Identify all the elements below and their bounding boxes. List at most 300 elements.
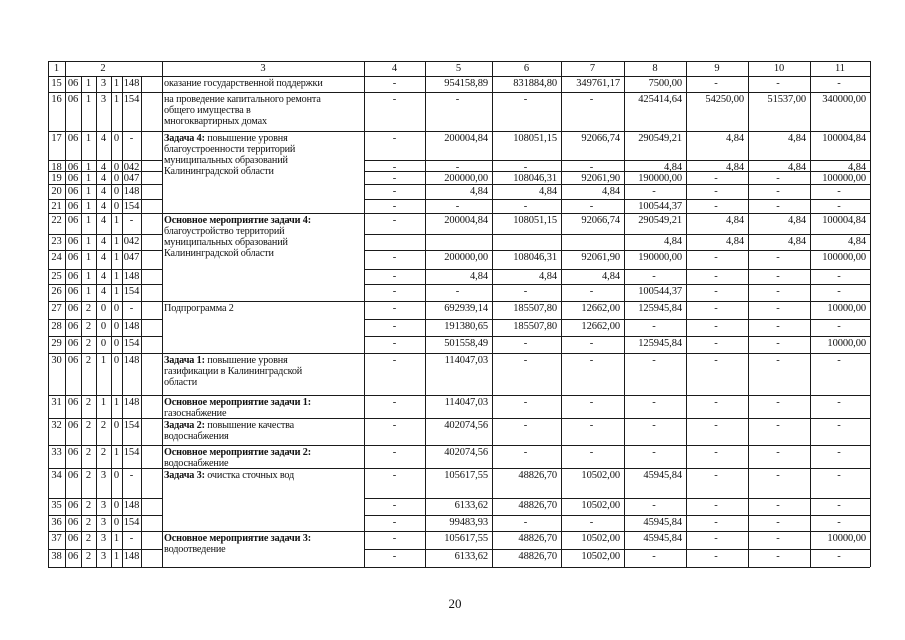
row-number: 31 <box>51 397 62 408</box>
code-cell: 3 <box>100 94 107 105</box>
value-cell-8: 4,84 <box>664 162 682 173</box>
row-border <box>48 395 870 396</box>
value-cell-4: - <box>392 78 397 89</box>
code-cell: 1 <box>85 173 92 184</box>
code-cell: 06 <box>67 78 79 89</box>
description-line <box>164 133 288 144</box>
row-number: 37 <box>51 533 62 544</box>
row-number: 21 <box>51 201 62 212</box>
code-cell: 0 <box>113 355 120 366</box>
code-cell: 4 <box>100 236 107 247</box>
code-cell: 06 <box>67 397 79 408</box>
value-cell-11: - <box>837 517 841 528</box>
description-bold-label: Основное мероприятие задачи 2: <box>164 447 311 458</box>
row-number: 38 <box>51 551 62 562</box>
value-cell-9: - <box>714 533 718 544</box>
code-cell: 1 <box>85 186 92 197</box>
description-line: газификации в Калининградской <box>164 366 303 377</box>
code-cell: 0 <box>113 173 120 184</box>
value-cell-4: - <box>392 162 397 173</box>
row-number: 16 <box>51 94 62 105</box>
value-cell-10: - <box>776 447 780 458</box>
code-cell: 3 <box>100 470 107 481</box>
value-cell-8: - <box>652 355 656 366</box>
description-line: Подпрограмма 2 <box>164 303 234 314</box>
value-cell-11: - <box>837 500 841 511</box>
value-cell-8: - <box>652 186 656 197</box>
code-cell: 06 <box>67 470 79 481</box>
row-border <box>364 319 870 320</box>
value-cell-9: - <box>714 303 718 314</box>
row-border <box>364 250 870 251</box>
value-cell-4: - <box>392 533 397 544</box>
value-cell-5: 99483,93 <box>449 517 488 528</box>
column-border <box>624 61 625 567</box>
page-number: 20 <box>448 596 462 611</box>
value-cell-8: - <box>652 321 656 332</box>
code-cell: - <box>129 133 134 144</box>
column-border <box>870 61 871 567</box>
value-cell-8: 125945,84 <box>638 303 682 314</box>
row-number: 27 <box>51 303 62 314</box>
value-cell-6: 108051,15 <box>513 215 557 226</box>
code-cell: 3 <box>100 551 107 562</box>
value-cell-5: 200004,84 <box>444 215 488 226</box>
value-cell-4: - <box>392 355 397 366</box>
value-cell-4: - <box>392 500 397 511</box>
value-cell-8: - <box>652 420 656 431</box>
header-cell: 4 <box>391 63 398 74</box>
description-line <box>164 447 311 458</box>
value-cell-4: - <box>392 321 397 332</box>
code-cell: 2 <box>85 447 92 458</box>
value-cell-6: - <box>523 447 528 458</box>
row-border <box>364 234 870 235</box>
code-cell: 2 <box>85 517 92 528</box>
code-cell: 154 <box>123 94 140 105</box>
code-cell: 06 <box>67 551 79 562</box>
value-cell-5: 6133,62 <box>454 500 488 511</box>
value-cell-10: - <box>776 517 780 528</box>
header-cell: 5 <box>455 63 462 74</box>
header-cell: 6 <box>523 63 530 74</box>
value-cell-11: - <box>837 286 841 297</box>
value-cell-10: - <box>776 551 780 562</box>
header-cell: 7 <box>589 63 596 74</box>
code-cell: 148 <box>123 321 140 332</box>
value-cell-8: - <box>652 551 656 562</box>
code-cell: 4 <box>100 215 107 226</box>
code-cell: 06 <box>67 215 79 226</box>
value-cell-5: 6133,62 <box>454 551 488 562</box>
code-cell: 154 <box>123 286 140 297</box>
value-cell-5: - <box>455 94 460 105</box>
value-cell-6: - <box>523 355 528 366</box>
value-cell-5: 191380,65 <box>444 321 488 332</box>
value-cell-6: 108046,31 <box>513 173 557 184</box>
code-cell: 154 <box>123 201 140 212</box>
value-cell-8: - <box>652 271 656 282</box>
code-cell: 1 <box>100 397 107 408</box>
value-cell-9: - <box>714 517 718 528</box>
description-line: на проведение капитального ремонта <box>164 94 321 105</box>
value-cell-10: - <box>776 338 780 349</box>
code-cell: 3 <box>100 78 107 89</box>
code-cell: 4 <box>100 286 107 297</box>
value-cell-4: - <box>392 447 397 458</box>
value-cell-10: - <box>776 201 780 212</box>
value-cell-6: 185507,80 <box>513 321 557 332</box>
value-cell-5: 200000,00 <box>444 173 488 184</box>
code-cell: 042 <box>123 162 140 173</box>
code-cell: 4 <box>100 173 107 184</box>
value-cell-8: 190000,00 <box>638 173 682 184</box>
code-cell: 042 <box>123 236 140 247</box>
column-border <box>492 61 493 567</box>
value-cell-8: 125945,84 <box>638 338 682 349</box>
value-cell-11: 10000,00 <box>827 303 866 314</box>
value-cell-11: - <box>837 470 841 481</box>
value-cell-8: 425414,64 <box>638 94 682 105</box>
value-cell-6: 831884,80 <box>513 78 557 89</box>
value-cell-5: - <box>455 201 460 212</box>
code-cell: 154 <box>123 338 140 349</box>
code-cell: 2 <box>85 500 92 511</box>
value-cell-5: 200004,84 <box>444 133 488 144</box>
value-cell-9: 4,84 <box>726 162 744 173</box>
code-cell: 148 <box>123 78 140 89</box>
value-cell-6: - <box>523 517 528 528</box>
value-cell-4: - <box>392 303 397 314</box>
description-bold-label: Задача 3: <box>164 470 205 481</box>
description-line <box>164 533 311 544</box>
value-cell-5: 105617,55 <box>444 470 488 481</box>
description-text: повышение уровня <box>204 355 288 366</box>
value-cell-8: 45945,84 <box>643 470 682 481</box>
code-cell: 154 <box>123 517 140 528</box>
value-cell-8: 290549,21 <box>638 215 682 226</box>
value-cell-11: 10000,00 <box>827 338 866 349</box>
code-cell: 2 <box>85 551 92 562</box>
code-cell: 06 <box>67 286 79 297</box>
column-border <box>425 61 426 567</box>
value-cell-10: - <box>776 186 780 197</box>
row-number: 29 <box>51 338 62 349</box>
row-number: 33 <box>51 447 62 458</box>
code-cell: 06 <box>67 162 79 173</box>
value-cell-4: - <box>392 133 397 144</box>
code-cell: 047 <box>123 252 140 263</box>
row-number: 20 <box>51 186 62 197</box>
code-cell: 06 <box>67 236 79 247</box>
code-cell: - <box>129 215 134 226</box>
code-cell: 1 <box>113 236 120 247</box>
code-cell: 0 <box>113 133 120 144</box>
code-cell: 1 <box>113 94 120 105</box>
value-cell-5: 114047,03 <box>444 397 488 408</box>
row-border <box>48 445 870 446</box>
value-cell-11: - <box>837 321 841 332</box>
value-cell-4: - <box>392 397 397 408</box>
row-number: 34 <box>51 470 62 481</box>
value-cell-10: 4,84 <box>788 236 806 247</box>
code-cell: 1 <box>85 133 92 144</box>
row-number: 35 <box>51 500 62 511</box>
value-cell-8: 190000,00 <box>638 252 682 263</box>
value-cell-5: 402074,56 <box>444 420 488 431</box>
value-cell-9: - <box>714 447 718 458</box>
value-cell-7: 349761,17 <box>576 78 620 89</box>
value-cell-8: 100544,37 <box>638 286 682 297</box>
header-merge-mask <box>140 62 143 76</box>
description-line: области <box>164 377 198 388</box>
value-cell-7: 10502,00 <box>581 533 620 544</box>
value-cell-6: 108046,31 <box>513 252 557 263</box>
row-border <box>364 199 870 200</box>
description-line: муниципальных образований <box>164 237 288 248</box>
value-cell-6: 48826,70 <box>518 470 557 481</box>
code-cell: 0 <box>113 420 120 431</box>
value-cell-7: - <box>589 201 594 212</box>
code-cell: 1 <box>113 252 120 263</box>
value-cell-6: 48826,70 <box>518 500 557 511</box>
code-cell: 2 <box>85 355 92 366</box>
code-cell: 2 <box>85 533 92 544</box>
value-cell-9: - <box>714 78 718 89</box>
code-cell: 148 <box>123 271 140 282</box>
value-cell-11: - <box>837 420 841 431</box>
column-border <box>810 61 811 567</box>
value-cell-7: 92061,90 <box>581 252 620 263</box>
value-cell-6: - <box>523 201 528 212</box>
description-line: водоснабжения <box>164 431 229 442</box>
code-cell: 047 <box>123 173 140 184</box>
value-cell-5: 402074,56 <box>444 447 488 458</box>
value-cell-10: - <box>776 286 780 297</box>
code-cell: 06 <box>67 94 79 105</box>
value-cell-7: - <box>589 338 594 349</box>
row-border <box>364 498 870 499</box>
value-cell-7: 4,84 <box>602 186 620 197</box>
code-cell: 1 <box>113 271 120 282</box>
code-cell: 1 <box>113 286 120 297</box>
value-cell-6: 108051,15 <box>513 133 557 144</box>
description-line <box>164 355 288 366</box>
code-cell: 1 <box>85 201 92 212</box>
row-border <box>364 336 870 337</box>
value-cell-7: - <box>589 355 594 366</box>
code-cell: 06 <box>67 500 79 511</box>
value-cell-11: - <box>837 551 841 562</box>
description-bold-label: Задача 4: <box>164 133 205 144</box>
value-cell-5: - <box>455 162 460 173</box>
value-cell-11: - <box>837 201 841 212</box>
row-border <box>364 284 870 285</box>
description-line: водоснабжение <box>164 458 229 469</box>
value-cell-9: - <box>714 173 718 184</box>
description-bold-label: Задача 1: <box>164 355 205 366</box>
code-cell: 06 <box>67 173 79 184</box>
description-line: газоснабжение <box>164 408 227 419</box>
code-cell: 06 <box>67 338 79 349</box>
column-border <box>561 61 562 567</box>
value-cell-6: 4,84 <box>539 271 557 282</box>
value-cell-9: - <box>714 500 718 511</box>
value-cell-4: - <box>392 551 397 562</box>
code-cell: 1 <box>85 78 92 89</box>
code-cell: 4 <box>100 201 107 212</box>
code-cell: 4 <box>100 271 107 282</box>
description-bold-label: Основное мероприятие задачи 3: <box>164 533 311 544</box>
code-cell: 148 <box>123 186 140 197</box>
value-cell-4: - <box>392 252 397 263</box>
value-cell-11: - <box>837 271 841 282</box>
code-cell: 0 <box>113 470 120 481</box>
header-cell: 1 <box>53 63 60 74</box>
code-cell: 1 <box>85 271 92 282</box>
code-cell: 0 <box>113 303 120 314</box>
header-cell: 2 <box>100 63 106 74</box>
value-cell-9: - <box>714 355 718 366</box>
value-cell-7: - <box>589 397 594 408</box>
code-cell: 3 <box>100 533 107 544</box>
value-cell-6: - <box>523 94 528 105</box>
value-cell-7: 12662,00 <box>581 321 620 332</box>
code-cell: 3 <box>100 517 107 528</box>
value-cell-5: 4,84 <box>470 186 488 197</box>
row-number: 23 <box>51 236 62 247</box>
value-cell-10: - <box>776 271 780 282</box>
value-cell-6: - <box>523 286 528 297</box>
description-line: благоустройство территорий <box>164 226 285 237</box>
value-cell-8: - <box>652 447 656 458</box>
value-cell-7: 4,84 <box>602 271 620 282</box>
column-border <box>686 61 687 567</box>
column-border <box>162 61 163 567</box>
header-cell: 11 <box>835 63 845 74</box>
value-cell-10: - <box>776 78 780 89</box>
description-text: повышение уровня <box>204 133 288 144</box>
value-cell-4: - <box>392 420 397 431</box>
code-cell: 06 <box>67 321 79 332</box>
value-cell-10: 4,84 <box>788 215 806 226</box>
value-cell-11: - <box>837 186 841 197</box>
value-cell-11: 100004,84 <box>822 133 866 144</box>
code-cell: - <box>129 533 134 544</box>
code-cell: 1 <box>85 215 92 226</box>
code-cell: 0 <box>113 500 120 511</box>
description-line <box>164 397 311 408</box>
code-cell: 2 <box>85 321 92 332</box>
value-cell-11: 100000,00 <box>822 173 866 184</box>
value-cell-7: 12662,00 <box>581 303 620 314</box>
code-cell: 06 <box>67 447 79 458</box>
code-cell: 0 <box>100 321 107 332</box>
code-cell: 1 <box>113 78 120 89</box>
value-cell-11: 10000,00 <box>827 533 866 544</box>
header-cell: 3 <box>260 63 266 74</box>
value-cell-4: - <box>392 517 397 528</box>
code-cell: 0 <box>113 162 120 173</box>
code-cell: 1 <box>85 286 92 297</box>
value-cell-6: 48826,70 <box>518 533 557 544</box>
column-border <box>748 61 749 567</box>
value-cell-6: 185507,80 <box>513 303 557 314</box>
row-number: 36 <box>51 517 62 528</box>
value-cell-11: 100000,00 <box>822 252 866 263</box>
value-cell-9: 4,84 <box>726 133 744 144</box>
value-cell-8: 45945,84 <box>643 533 682 544</box>
description-line <box>164 470 294 481</box>
value-cell-10: - <box>776 252 780 263</box>
code-cell: 148 <box>123 397 140 408</box>
value-cell-4: - <box>392 286 397 297</box>
value-cell-6: 48826,70 <box>518 551 557 562</box>
code-cell: 3 <box>100 500 107 511</box>
code-cell: 06 <box>67 252 79 263</box>
description-line: оказание государственной поддержки <box>164 78 323 89</box>
column-border <box>141 61 142 567</box>
description-line: многоквартирных домах <box>164 116 267 127</box>
value-cell-9: - <box>714 420 718 431</box>
value-cell-4: - <box>392 338 397 349</box>
code-cell: 06 <box>67 533 79 544</box>
row-number: 15 <box>51 78 62 89</box>
code-cell: - <box>129 303 134 314</box>
value-cell-5: 105617,55 <box>444 533 488 544</box>
value-cell-4: - <box>392 173 397 184</box>
value-cell-9: - <box>714 201 718 212</box>
table-top-border <box>48 61 870 62</box>
value-cell-7: 92066,74 <box>581 133 620 144</box>
description-line: благоустроенности территорий <box>164 144 296 155</box>
code-cell: 1 <box>113 447 120 458</box>
code-cell: 148 <box>123 355 140 366</box>
code-cell: 4 <box>100 162 107 173</box>
row-number: 22 <box>51 215 62 226</box>
value-cell-7: - <box>589 420 594 431</box>
value-cell-8: 7500,00 <box>648 78 682 89</box>
value-cell-10: - <box>776 173 780 184</box>
value-cell-7: - <box>589 162 594 173</box>
value-cell-10: - <box>776 500 780 511</box>
code-cell: 06 <box>67 271 79 282</box>
value-cell-9: - <box>714 252 718 263</box>
value-cell-9: 4,84 <box>726 236 744 247</box>
row-border <box>48 531 870 532</box>
value-cell-9: - <box>714 186 718 197</box>
value-cell-11: - <box>837 397 841 408</box>
row-border <box>364 269 870 270</box>
value-cell-4: - <box>392 470 397 481</box>
value-cell-7: 92061,90 <box>581 173 620 184</box>
value-cell-10: - <box>776 303 780 314</box>
value-cell-10: 51537,00 <box>767 94 806 105</box>
value-cell-10: - <box>776 321 780 332</box>
value-cell-11: 4,84 <box>848 162 866 173</box>
code-cell: 0 <box>113 517 120 528</box>
description-line: общего имущества в <box>164 105 251 116</box>
value-cell-9: - <box>714 470 718 481</box>
row-border <box>364 515 870 516</box>
value-cell-10: - <box>776 397 780 408</box>
code-cell: 1 <box>85 162 92 173</box>
row-number: 25 <box>51 271 62 282</box>
value-cell-5: 4,84 <box>470 271 488 282</box>
code-cell: 1 <box>100 355 107 366</box>
row-number: 26 <box>51 286 62 297</box>
description-line <box>164 420 294 431</box>
